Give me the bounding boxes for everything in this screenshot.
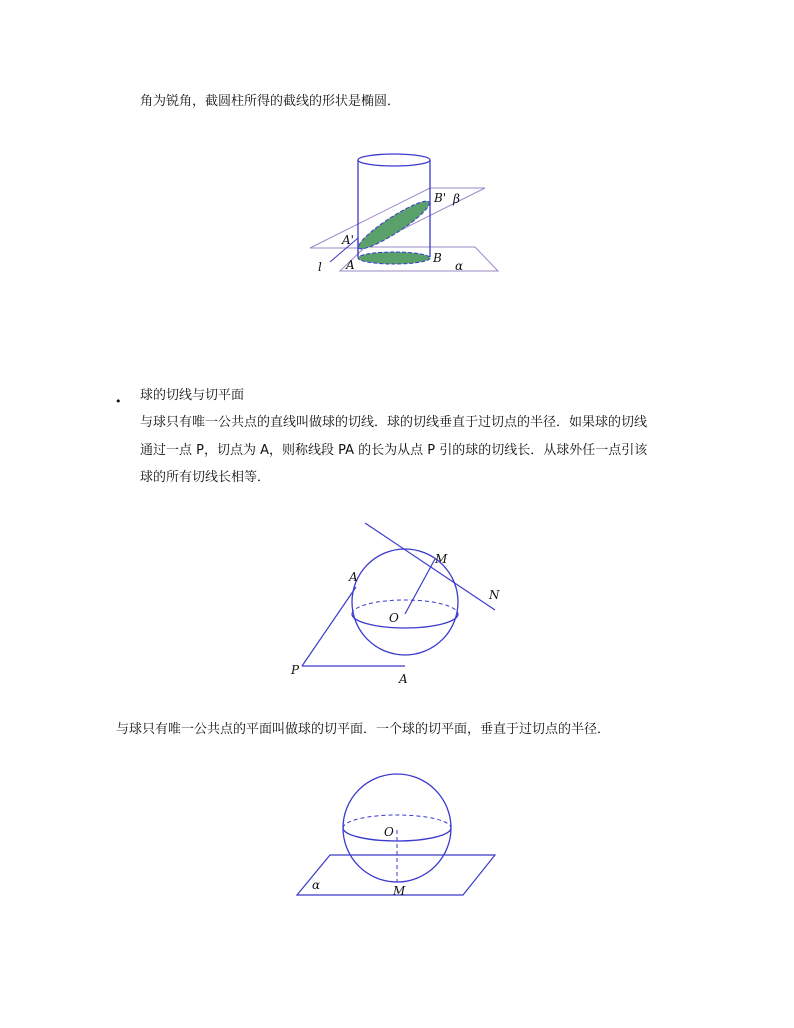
paragraph1-line3: 球的所有切线长相等． xyxy=(140,470,271,485)
label-a-top: A xyxy=(349,570,358,584)
label-a-prime: A' xyxy=(342,233,354,247)
label-alpha: α xyxy=(312,878,321,892)
paragraph2: 与球只有唯一公共点的平面叫做球的切平面．一个球的切平面，垂直于过切点的半径． xyxy=(116,722,611,737)
label-b-prime: B' xyxy=(434,191,447,205)
bottom-ellipse xyxy=(358,252,430,264)
label-alpha: α xyxy=(455,259,464,273)
label-o: O xyxy=(389,611,399,625)
cylinder-section-figure xyxy=(300,150,510,280)
sphere-plane-figure xyxy=(290,770,505,900)
label-a: A xyxy=(346,258,355,272)
equator-back xyxy=(352,600,458,614)
cylinder-top xyxy=(358,154,430,166)
label-p: P xyxy=(291,663,300,677)
equator-front xyxy=(352,614,458,628)
label-beta: β xyxy=(453,192,460,206)
label-m: M xyxy=(393,884,406,898)
radius-om xyxy=(405,559,435,614)
tangent-line-mn xyxy=(365,523,495,610)
label-n: N xyxy=(489,588,500,602)
bullet-icon: • xyxy=(115,395,122,408)
label-o: O xyxy=(384,825,394,839)
section-ellipse xyxy=(354,195,433,254)
label-a-bottom: A xyxy=(399,672,408,686)
label-b: B xyxy=(433,251,442,265)
label-m: M xyxy=(435,552,448,566)
label-l: l xyxy=(318,260,322,274)
top-text: 角为锐角，截圆柱所得的截线的形状是椭圆． xyxy=(140,94,401,109)
tangent-pa-top xyxy=(302,587,356,666)
paragraph1-line1: 与球只有唯一公共点的直线叫做球的切线．球的切线垂直于过切点的半径．如果球的切线 xyxy=(140,415,648,430)
equator-back xyxy=(343,815,451,828)
section-title: 球的切线与切平面 xyxy=(140,388,245,403)
paragraph1-line2: 通过一点 P，切点为 A，则称线段 PA 的长为从点 P 引的球的切线长．从球外任一点引该 xyxy=(140,443,648,458)
sphere-tangent-figure xyxy=(285,515,515,690)
